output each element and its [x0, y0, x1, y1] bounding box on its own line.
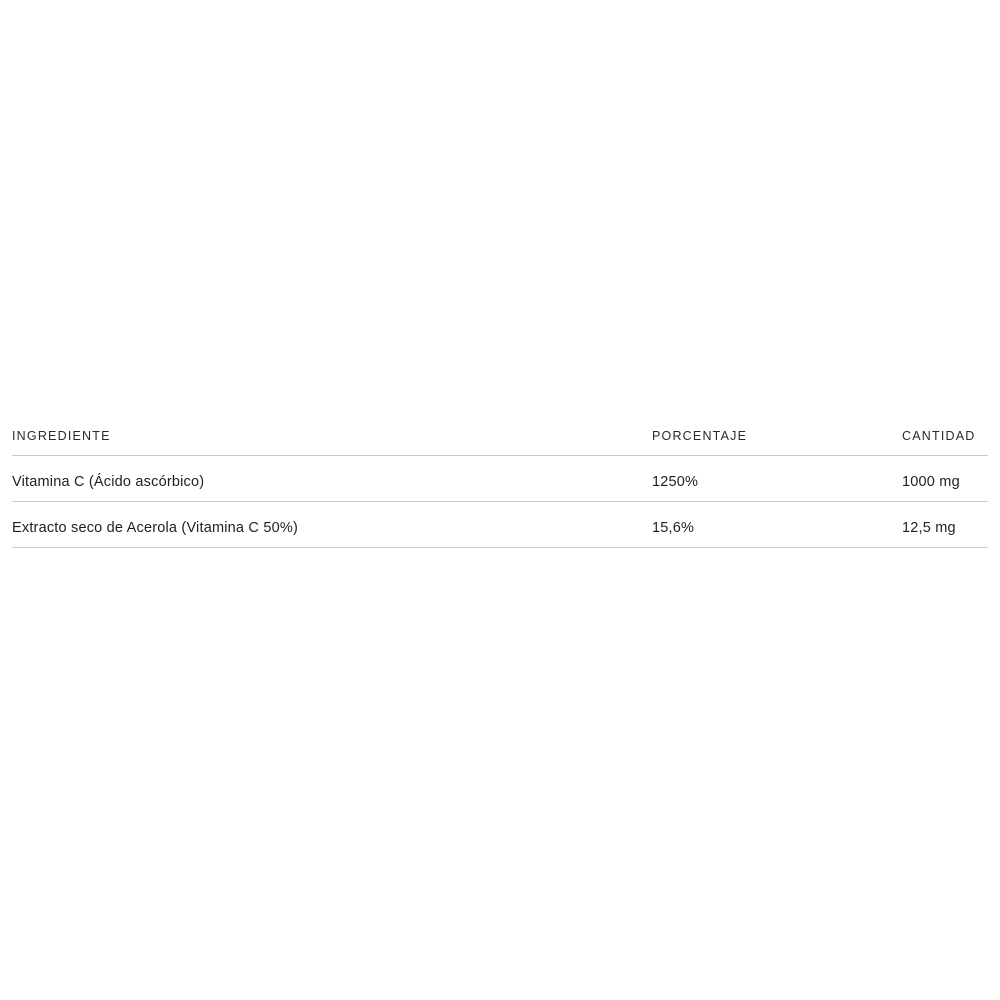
cell-text-ingredient: Vitamina C (Ácido ascórbico) [12, 474, 205, 490]
cell-amount [902, 473, 988, 501]
cell-text-percentage: 15,6% [652, 520, 695, 536]
header-label-percentage: PORCENTAJE [652, 429, 748, 443]
header-cell-amount [902, 427, 988, 455]
header-label-amount: CANTIDAD [902, 429, 976, 443]
cell-ingredient [12, 473, 652, 501]
cell-percentage [652, 519, 902, 547]
header-cell-percentage [652, 427, 902, 455]
cell-percentage [652, 473, 902, 501]
cell-text-ingredient: Extracto seco de Acerola (Vitamina C 50%) [12, 520, 298, 536]
cell-text-amount: 12,5 mg [902, 520, 956, 536]
cell-amount [902, 519, 988, 547]
header-label-ingredient: INGREDIENTE [12, 429, 111, 443]
ingredients-table [12, 410, 988, 550]
cell-text-percentage: 1250% [652, 474, 699, 490]
table-row [12, 502, 988, 548]
table-row [12, 456, 988, 502]
header-cell-ingredient [12, 427, 652, 455]
cell-text-amount: 1000 mg [902, 474, 960, 490]
cell-ingredient [12, 519, 652, 547]
table-bottom-spacer [12, 548, 988, 550]
table-header-row [12, 410, 988, 456]
